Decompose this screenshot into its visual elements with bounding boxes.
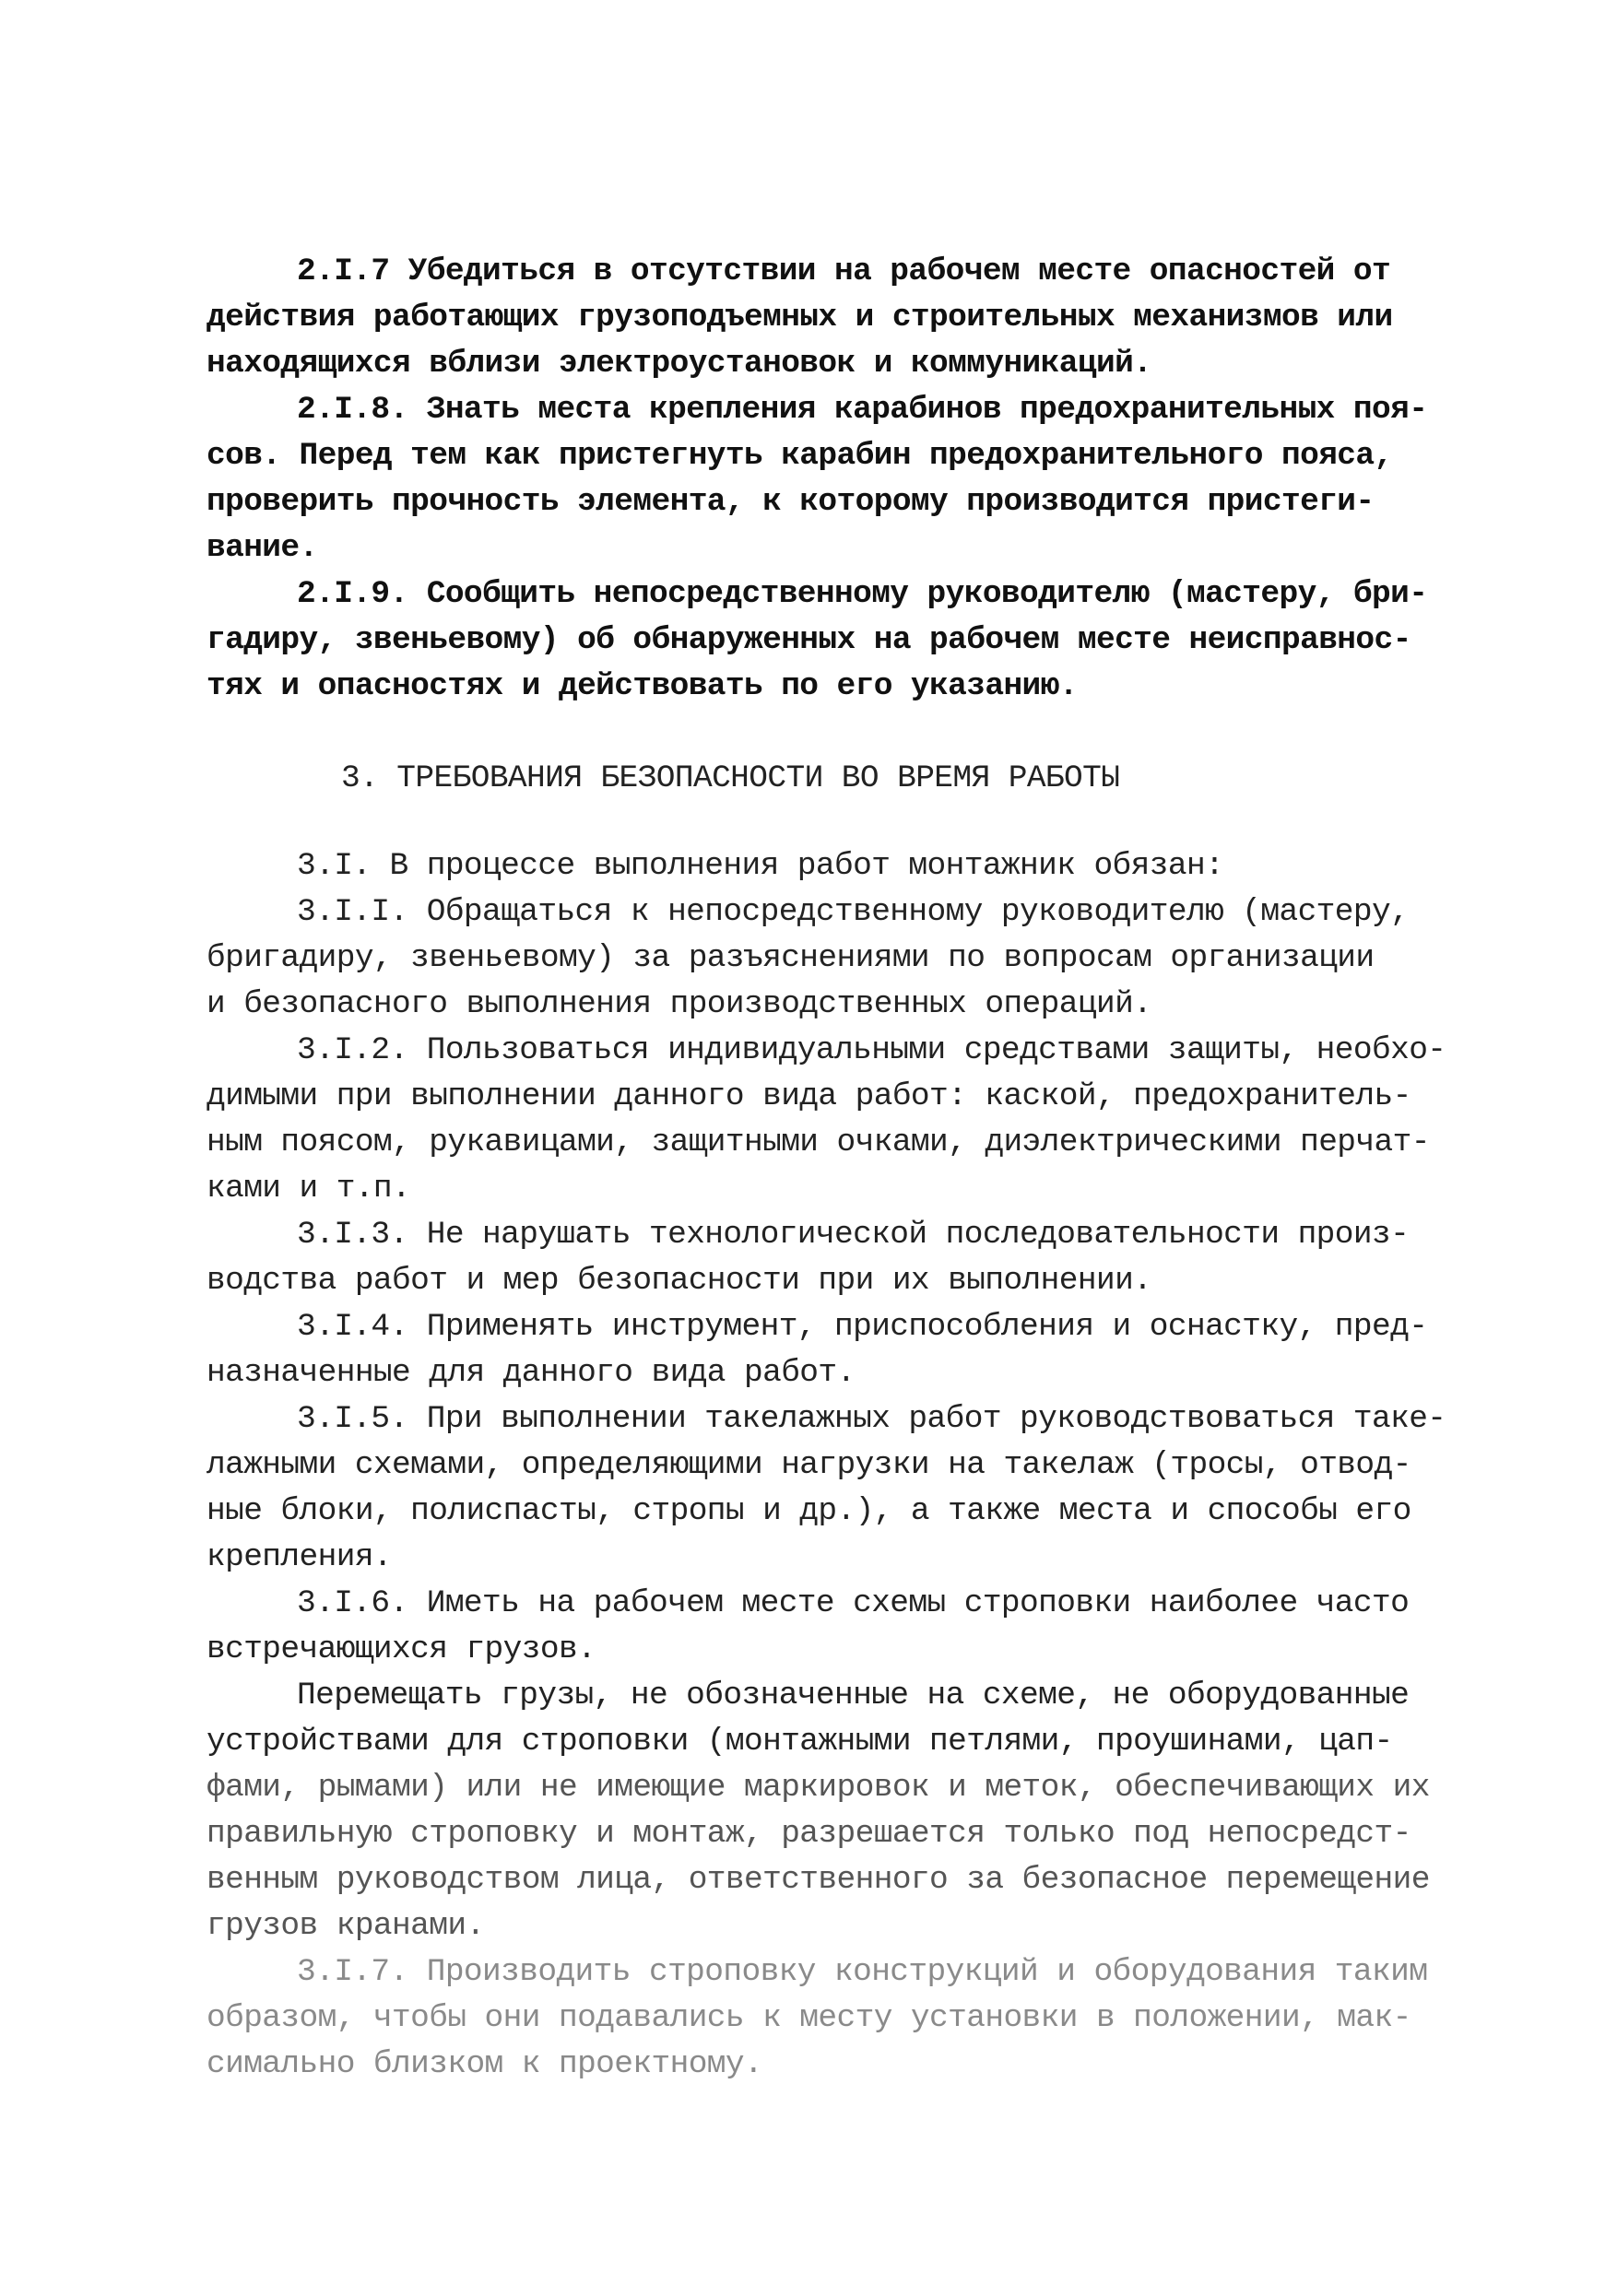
paragraph-3-1-2-line-2: димыми при выполнении данного вида работ: каской, предохранитель- bbox=[207, 1078, 1411, 1114]
paragraph-moving-loads-line-2: устройствами для строповки (монтажными петлями, проушинами, цап- bbox=[207, 1724, 1393, 1760]
paragraph-2-1-9-line-3: тях и опасностях и действовать по его указанию. bbox=[207, 668, 1078, 704]
paragraph-2-1-9-line-1: 2.I.9. Сообщить непосредственному руководителю (мастеру, бри- bbox=[297, 576, 1428, 612]
paragraph-3-1-5-line-3: ные блоки, полиспасты, стропы и др.), а также места и способы его bbox=[207, 1493, 1411, 1529]
paragraph-2-1-8-line-1: 2.I.8. Знать места крепления карабинов предохранительных поя- bbox=[297, 392, 1428, 428]
paragraph-3-1-5-line-1: 3.I.5. При выполнении такелажных работ руководствоваться таке- bbox=[297, 1401, 1446, 1437]
paragraph-2-1-8-line-4: вание. bbox=[207, 530, 318, 566]
paragraph-3-1-6-line-2: встречающихся грузов. bbox=[207, 1631, 596, 1667]
paragraph-2-1-7-line-1: 2.I.7 Убедиться в отсутствии на рабочем месте опасностей от bbox=[297, 253, 1391, 289]
paragraph-moving-loads-line-5: венным руководством лица, ответственного за безопасное перемещение bbox=[207, 1862, 1430, 1898]
paragraph-2-1-8-line-3: проверить прочность элемента, к которому производится пристеги- bbox=[207, 484, 1375, 520]
paragraph-3-1-5-line-2: лажными схемами, определяющими нагрузки на такелаж (тросы, отвод- bbox=[207, 1447, 1411, 1483]
paragraph-3-1-7-line-1: 3.I.7. Производить строповку конструкций и оборудования таким bbox=[297, 1954, 1428, 1990]
paragraph-3-1-1-line-2: бригадиру, звеньевому) за разъяснениями по вопросам организации bbox=[207, 940, 1375, 976]
paragraph-3-1-2-line-1: 3.I.2. Пользоваться индивидуальными средствами защиты, необхо- bbox=[297, 1032, 1446, 1068]
paragraph-3-1-line-1: 3.I. В процессе выполнения работ монтажник обязан: bbox=[297, 848, 1224, 884]
paragraph-3-1-3-line-2: водства работ и мер безопасности при их выполнении. bbox=[207, 1263, 1152, 1299]
paragraph-2-1-8-line-2: сов. Перед тем как пристегнуть карабин предохранительного пояса, bbox=[207, 438, 1393, 474]
paragraph-2-1-9-line-2: гадиру, звеньевому) об обнаруженных на рабочем месте неисправнос- bbox=[207, 622, 1411, 658]
paragraph-3-1-4-line-1: 3.I.4. Применять инструмент, приспособления и оснастку, пред- bbox=[297, 1309, 1428, 1345]
paragraph-moving-loads-line-6: грузов кранами. bbox=[207, 1908, 485, 1944]
paragraph-3-1-2-line-3: ным поясом, рукавицами, защитными очками, диэлектрическими перчат- bbox=[207, 1124, 1430, 1160]
paragraph-3-1-1-line-3: и безопасного выполнения производственных операций. bbox=[207, 986, 1152, 1022]
paragraph-3-1-7-line-2: образом, чтобы они подавались к месту установки в положении, мак- bbox=[207, 2000, 1411, 2036]
paragraph-moving-loads-line-1: Перемещать грузы, не обозначенные на схеме, не оборудованные bbox=[297, 1678, 1410, 1713]
paragraph-3-1-6-line-1: 3.I.6. Иметь на рабочем месте схемы строповки наиболее часто bbox=[297, 1585, 1410, 1621]
section-3-heading: 3. ТРЕБОВАНИЯ БЕЗОПАСНОСТИ ВО ВРЕМЯ РАБОТЫ bbox=[341, 760, 1120, 796]
paragraph-3-1-3-line-1: 3.I.3. Не нарушать технологической последовательности произ- bbox=[297, 1217, 1410, 1253]
paragraph-moving-loads-line-4: правильную строповку и монтаж, разрешается только под непосредст- bbox=[207, 1816, 1411, 1852]
paragraph-2-1-7-line-3: находящихся вблизи электроустановок и коммуникаций. bbox=[207, 346, 1152, 382]
paragraph-3-1-7-line-3: симально близком к проектному. bbox=[207, 2046, 763, 2082]
paragraph-3-1-2-line-4: ками и т.п. bbox=[207, 1171, 411, 1207]
paragraph-3-1-4-line-2: назначенные для данного вида работ. bbox=[207, 1355, 856, 1391]
paragraph-3-1-1-line-1: 3.I.I. Обращаться к непосредственному руководителю (мастеру, bbox=[297, 894, 1410, 930]
paragraph-3-1-5-line-4: крепления. bbox=[207, 1539, 393, 1575]
paragraph-moving-loads-line-3: фами, рымами) или не имеющие маркировок и меток, обеспечивающих их bbox=[207, 1770, 1430, 1806]
paragraph-2-1-7-line-2: действия работающих грузоподъемных и строительных механизмов или bbox=[207, 300, 1393, 336]
